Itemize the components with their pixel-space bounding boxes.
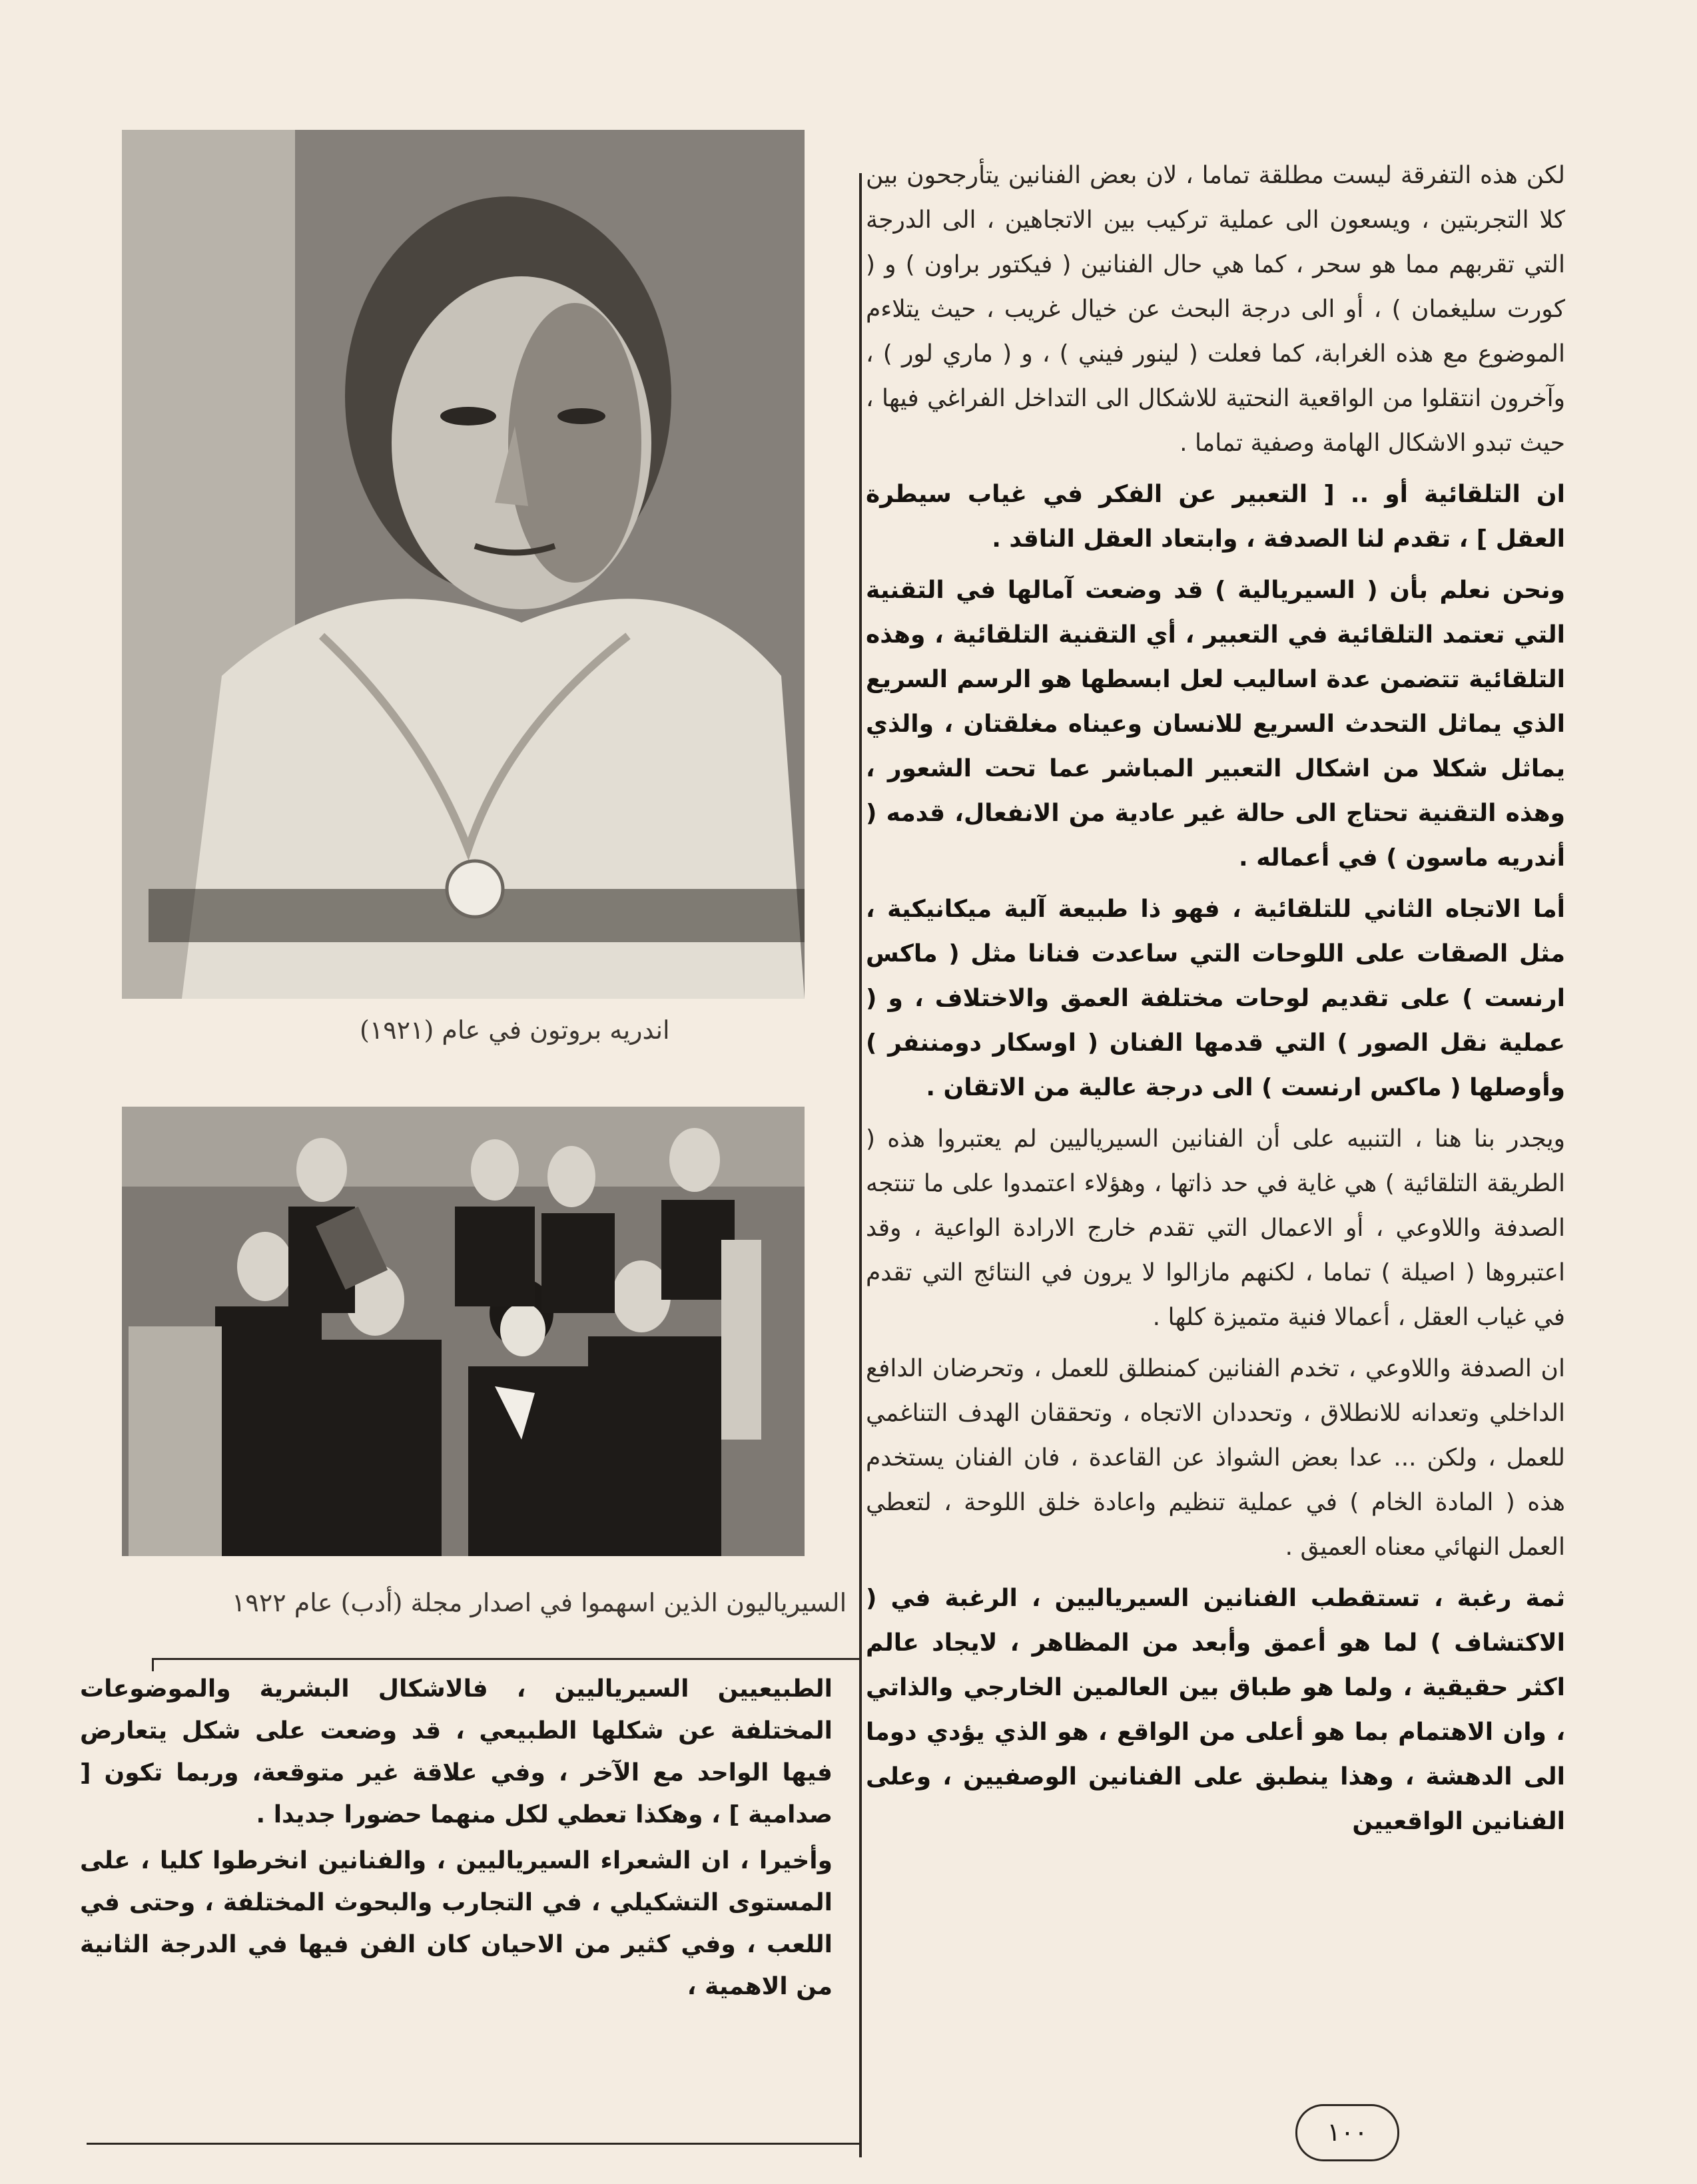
paragraph: ويجدر بنا هنا ، التنبيه على أن الفنانين السيرياليين لم يعتبروا هذه ( الطريقة التلقائية ) هي غاية في حد ذاتها ، وهؤلاء اعتمدوا على ما تنتجه الصدفة واللاوعي ، أو الاعمال التي تقدم خارج الارادة الواعية ، وقد اعتبروها ( اصيلة ) تماما ، لكنهم مازالوا لا يرون في النتائج التي تقدم في غياب العقل ، أعمالا فنية متميزة كلها .: [866, 1125, 1565, 1331]
group-photo: [122, 1107, 805, 1556]
box-top-rule: [153, 1658, 859, 1660]
bottom-rule: [87, 2143, 859, 2145]
page-number: ١٠٠: [1295, 2104, 1399, 2161]
paragraph: وأخيرا ، ان الشعراء السيرياليين ، والفنانين انخرطوا كليا ، على المستوى التشكيلي ، في التجارب والبحوث المختلفة ، وحتى في اللعب ، وفي كثير من الاحيان كان الفن فيها في الدرجة الثانية من الاهمية ،: [80, 1847, 833, 2000]
paragraph: ان التلقائية أو .. [ التعبير عن الفكر في غياب سيطرة العقل ] ، تقدم لنا الصدفة ، وابتعاد العقل الناقد .: [866, 481, 1565, 553]
portrait-caption: اندريه بروتون في عام (١٩٢١): [360, 1015, 670, 1045]
article-right-column: [866, 153, 1565, 1850]
group-illustration: [122, 1107, 805, 1556]
paragraph: ثمة رغبة ، تستقطب الفنانين السيرياليين ، الرغبة في ( الاكتشاف ) لما هو أعمق وأبعد من المظاهر ، لايجاد عالم اكثر حقيقية ، ولما هو طباق بين العالمين الخارجي والذاتي ، وان الاهتمام بما هو أعلى من الواقع ، هو الذي يؤدي دوما الى الدهشة ، وهذا ينطبق على الفنانين الوصفيين ، وعلى الفنانين الواقعيين: [866, 1585, 1565, 1835]
article-left-column: [80, 1668, 833, 2012]
paragraph: ونحن نعلم بأن ( السيريالية ) قد وضعت آمالها في التقنية التي تعتمد التلقائية في التعبير ، أي التقنية التلقائية ، وهذه التلقائية تتضمن عدة اساليب لعل ابسطها هو الرسم السريع الذي يماثل التحدث السريع للانسان وعيناه مغلقتان ، والذي يماثل شكلا من اشكال التعبير المباشر عما تحت الشعور ، وهذه التقنية تحتاج الى حالة غير عادية من الانفعال، قدمه ( أندريه ماسون ) في أعماله .: [866, 577, 1565, 872]
group-caption: السيرياليون الذين اسهموا في اصدار مجلة (أدب) عام ١٩٢٢: [232, 1588, 847, 1617]
portrait-illustration: [122, 130, 805, 999]
column-divider: [859, 173, 862, 2157]
paragraph: الطبيعيين السيرياليين ، فالاشكال البشرية والموضوعات المختلفة عن شكلها الطبيعي ، قد وضعت على شكل يتعارض فيها الواحد مع الآخر ، وفي علاقة غير متوقعة، وربما تكون [ صدامية ] ، وهكذا تعطي لكل منهما حضورا جديدا .: [80, 1675, 833, 1828]
paragraph: ان الصدفة واللاوعي ، تخدم الفنانين كمنطلق للعمل ، وتحرضان الدافع الداخلي وتعدانه للانطلاق ، وتحددان الاتجاه ، وتحققان الهدف التناغمي للعمل ، ولكن ... عدا بعض الشواذ عن القاعدة ، فان الفنان يستخدم هذه ( المادة الخام ) في عملية تنظيم واعادة خلق اللوحة ، لتعطي العمل النهائي معناه العميق .: [866, 1355, 1565, 1561]
portrait-photo: [122, 130, 805, 999]
paragraph: أما الاتجاه الثاني للتلقائية ، فهو ذا طبيعة آلية ميكانيكية ، مثل الصقات على اللوحات التي ساعدت فنانا مثل ( ماكس ارنست ) على تقديم لوحات مختلفة العمق والاختلاف ، و ( عملية نقل الصور ) التي قدمها الفنان ( اوسكار دومننفر ) وأوصلها ( ماكس ارنست ) الى درجة عالية من الاتقان .: [866, 896, 1565, 1101]
paragraph: لكن هذه التفرقة ليست مطلقة تماما ، لان بعض الفنانين يتأرجحون بين كلا التجربتين ، ويسعون الى عملية تركيب بين الاتجاهين ، الى الدرجة التي تقربهم مما هو سحر ، كما هي حال الفنانين ( فيكتور براون ) و ( كورت سليغمان ) ، أو الى درجة البحث عن خيال غريب ، حيث يتلاءم الموضوع مع هذه الغرابة، كما فعلت ( لينور فيني ) ، و ( ماري لور ) ، وآخرون انتقلوا من الواقعية النحتية للاشكال الى التداخل الفراغي فيها ، حيث تبدو الاشكال الهامة وصفية تماما .: [866, 162, 1565, 457]
